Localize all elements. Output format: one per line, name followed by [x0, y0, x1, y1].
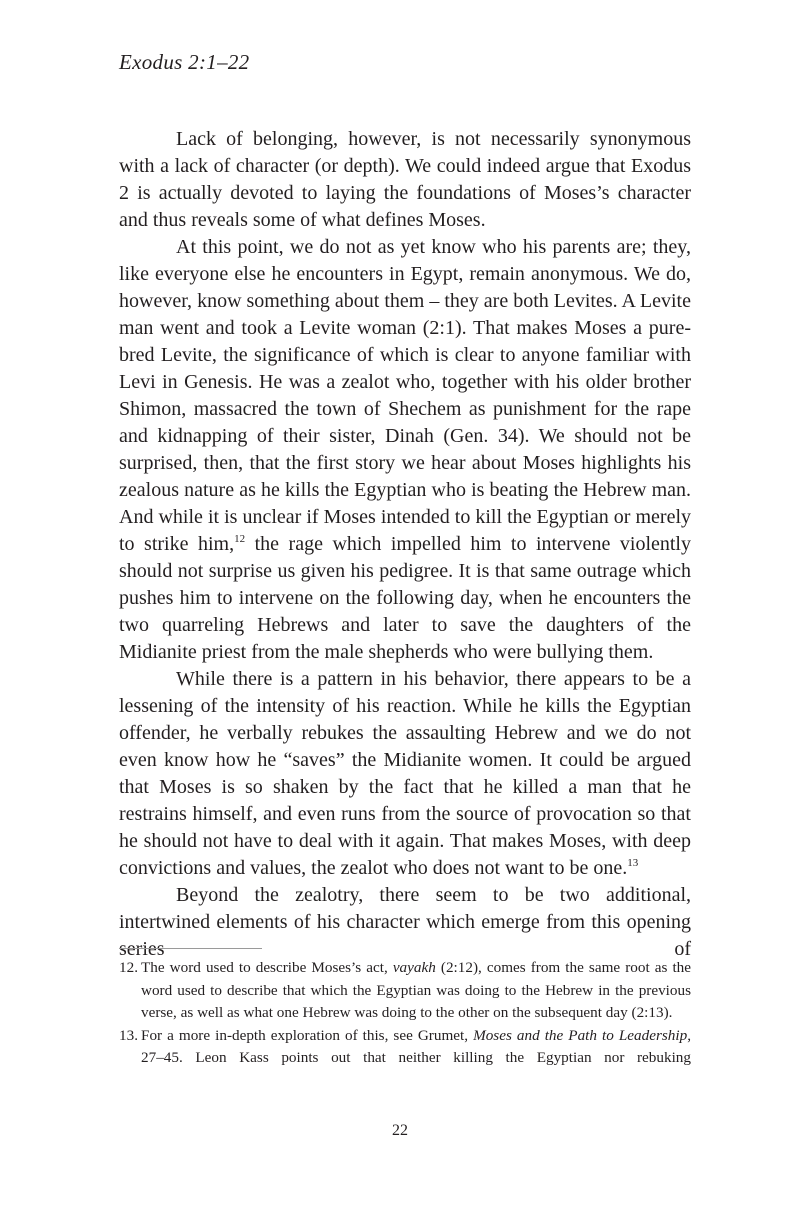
- footnote-text: [141, 957, 691, 1025]
- footnote-12: [119, 957, 691, 1025]
- footnote-text: [141, 1025, 691, 1070]
- footnote-text-part: , 27–45. Leon Kass points out that neither killing the Egyptian nor rebuking: [141, 1026, 691, 1066]
- footnote-number: 13.: [119, 1026, 138, 1044]
- footnote-reference-13[interactable]: 13: [627, 857, 639, 869]
- body-text: [119, 126, 691, 963]
- footnote-13: [119, 1025, 691, 1070]
- page-number: 22: [392, 1122, 408, 1139]
- paragraph-text: Lack of belonging, however, is not necessarily synonymous with a lack of character (or depth). We could indeed argue that Exodus 2 is actually devoted to laying the foundations of Moses’s character and thus reveals some of what defines Moses.: [119, 128, 691, 231]
- footnote-text-part: (2:12), comes from the same root as the word used to describe that which the Egyptian was doing to the Hebrew in the previous verse, as well as what one Hebrew was doing to the other on the subsequent day (2:13).: [141, 959, 691, 1021]
- paragraph-text: the rage which impelled him to intervene violently should not surprise us given his pedigree. It is that same outrage which pushes him to intervene on the following day, when he encounters the two quarreling Hebrews and later to save the daughters of the Midianite priest from the male shepherds who were bullying them.: [119, 533, 691, 663]
- footnote-reference-12[interactable]: 12: [234, 533, 246, 545]
- footnote-number: 12.: [119, 959, 138, 976]
- footnote-italic-term: vayakh: [392, 959, 436, 976]
- running-head: Exodus 2:1–22: [119, 50, 250, 74]
- footnotes: [119, 957, 691, 1070]
- footnote-text-part: For a more in-depth exploration of this, see Grumet,: [141, 1026, 474, 1044]
- paragraph-4: [119, 882, 691, 963]
- footnote-text-part: The word used to describe Moses’s act,: [141, 959, 393, 976]
- paragraph-text: Beyond the zealotry, there seem to be two additional, intertwined elements of his character which emerge from this opening series of: [119, 884, 691, 960]
- footnote-divider: [119, 948, 262, 949]
- paragraph-text: At this point, we do not as yet know who his parents are; they, like everyone else he encounters in Egypt, remain anonymous. We do, however, know something about them – they are both Levites. A Levite man went and took a Levite woman (2:1). That makes Moses a pure-bred Levite, the significance of which is clear to anyone familiar with Levi in Genesis. He was a zealot who, together with his older brother Shimon, massacred the town of Shechem as punishment for the rape and kidnapping of their sister, Dinah (Gen. 34). We should not be surprised, then, that the first story we hear about Moses highlights his zealous nature as he kills the Egyptian who is beating the Hebrew man. And while it is unclear if Moses intended to kill the Egyptian or merely to strike him,: [119, 236, 691, 555]
- paragraph-text: While there is a pattern in his behavior, there appears to be a lessening of the intensity of his reaction. While he kills the Egyptian offender, he verbally rebukes the assaulting Hebrew and we do not even know how he “saves” the Midianite women. It could be argued that Moses is so shaken by the fact that he killed a man that he restrains himself, and even runs from the source of provocation so that he should not have to deal with it again. That makes Moses, with deep convictions and values, the zealot who does not want to be one.: [119, 668, 691, 879]
- paragraph-2: [119, 234, 691, 666]
- paragraph-1: [119, 126, 691, 234]
- footnote-italic-title: Moses and the Path to Leadership: [473, 1026, 688, 1044]
- paragraph-3: [119, 666, 691, 882]
